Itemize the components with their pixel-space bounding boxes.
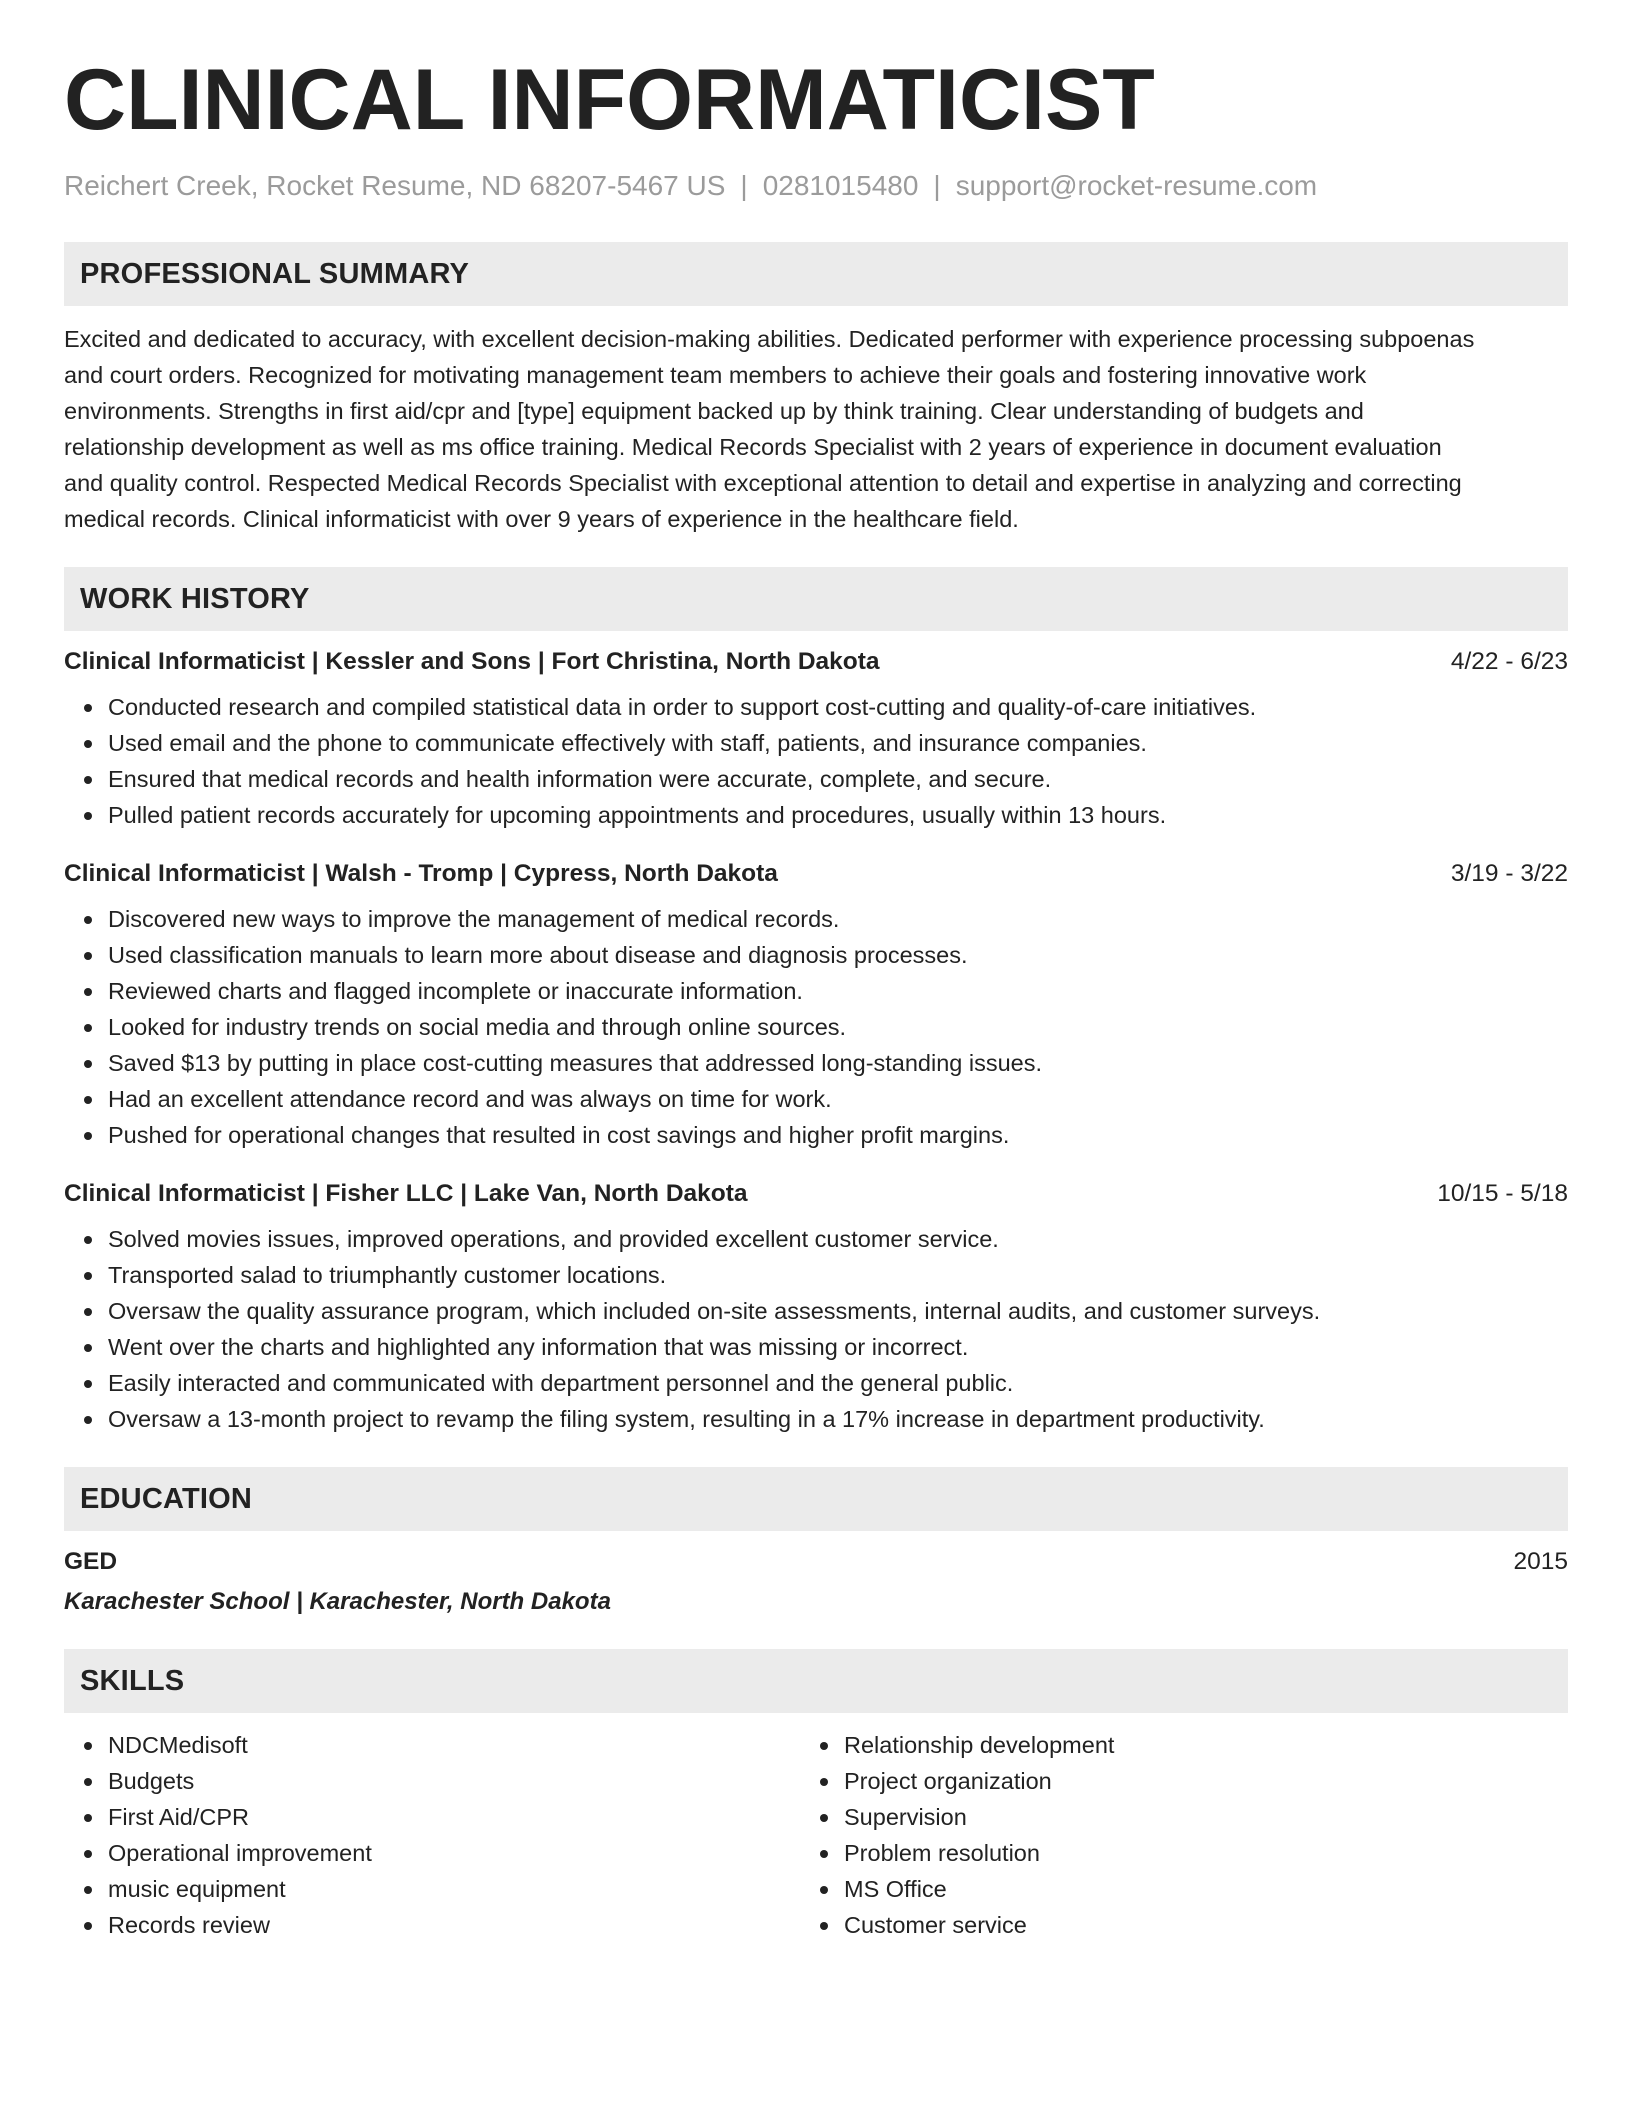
education-degree: GED — [64, 1548, 118, 1575]
skill-item: Customer service — [844, 1907, 1536, 1943]
skill-item: Relationship development — [844, 1727, 1536, 1763]
skill-item: Records review — [108, 1907, 800, 1943]
job-title: Clinical Informaticist | Fisher LLC | Lake Van, North Dakota — [64, 1180, 748, 1207]
job-bullet: Had an excellent attendance record and was always on time for work. — [108, 1081, 1568, 1117]
work-section-header: WORK HISTORY — [64, 567, 1568, 631]
skill-item: First Aid/CPR — [108, 1799, 800, 1835]
skill-item: Operational improvement — [108, 1835, 800, 1871]
summary-line: environments. Strengths in first aid/cpr and [type] equipment backed up by think training. Clear understanding of budgets and — [64, 398, 1364, 424]
summary-line: Excited and dedicated to accuracy, with excellent decision-making abilities. Dedicated performer with experience processing subpoenas — [64, 326, 1475, 352]
job-bullet: Ensured that medical records and health information were accurate, complete, and secure. — [108, 761, 1568, 797]
job-bullet: Looked for industry trends on social media and through online sources. — [108, 1009, 1568, 1045]
education-section-header: EDUCATION — [64, 1467, 1568, 1531]
job-bullet: Went over the charts and highlighted any information that was missing or incorrect. — [108, 1329, 1568, 1365]
education-year: 2015 — [1513, 1548, 1568, 1575]
skills-bullets — [800, 1727, 1536, 1943]
job-bullets — [64, 901, 1568, 1153]
job-title: Clinical Informaticist | Walsh - Tromp | Cypress, North Dakota — [64, 860, 778, 887]
skills-section-header: SKILLS — [64, 1649, 1568, 1713]
education-entry — [64, 1545, 1568, 1619]
job-header — [64, 1177, 1568, 1211]
education-school: Karachester School | Karachester, North Dakota — [64, 1588, 611, 1615]
summary-line: relationship development as well as ms office training. Medical Records Specialist with 2 years of experience in document evaluation — [64, 434, 1442, 460]
job-bullets — [64, 1221, 1568, 1437]
job-dates: 10/15 - 5/18 — [1437, 1180, 1568, 1207]
skills-column-left — [64, 1713, 800, 1943]
job-entry — [64, 1177, 1568, 1437]
contact-address: Reichert Creek, Rocket Resume, ND 68207-5467 US — [64, 170, 726, 201]
job-dates: 3/19 - 3/22 — [1450, 860, 1568, 887]
job-header — [64, 857, 1568, 891]
skill-item: Supervision — [844, 1799, 1536, 1835]
skill-item: music equipment — [108, 1871, 800, 1907]
education-header — [64, 1545, 1568, 1579]
job-header — [64, 645, 1568, 679]
skills-bullets — [64, 1727, 800, 1943]
skills-column-right — [800, 1713, 1536, 1943]
job-bullet: Solved movies issues, improved operations, and provided excellent customer service. — [108, 1221, 1568, 1257]
job-bullet: Used classification manuals to learn more about disease and diagnosis processes. — [108, 937, 1568, 973]
job-dates: 4/22 - 6/23 — [1450, 648, 1568, 675]
summary-line: medical records. Clinical informaticist with over 9 years of experience in the healthcare field. — [64, 506, 1019, 532]
job-title: Clinical Informaticist | Kessler and Sons | Fort Christina, North Dakota — [64, 648, 880, 675]
job-bullet: Easily interacted and communicated with department personnel and the general public. — [108, 1365, 1568, 1401]
job-bullet: Used email and the phone to communicate effectively with staff, patients, and insurance companies. — [108, 725, 1568, 761]
skill-item: Problem resolution — [844, 1835, 1536, 1871]
job-entry — [64, 857, 1568, 1153]
job-bullet: Reviewed charts and flagged incomplete or inaccurate information. — [108, 973, 1568, 1009]
summary-line: and quality control. Respected Medical Records Specialist with exceptional attention to detail and expertise in analyzing and correcting — [64, 470, 1462, 496]
skill-item: Budgets — [108, 1763, 800, 1799]
job-bullet: Oversaw a 13-month project to revamp the filing system, resulting in a 17% increase in department productivity. — [108, 1401, 1568, 1437]
job-bullet: Conducted research and compiled statistical data in order to support cost-cutting and quality-of-care initiatives. — [108, 689, 1568, 725]
summary-line: and court orders. Recognized for motivating management team members to achieve their goals and fostering innovative work — [64, 362, 1367, 388]
job-bullet: Transported salad to triumphantly customer locations. — [108, 1257, 1568, 1293]
contact-email: support@rocket-resume.com — [955, 170, 1318, 201]
job-bullet: Discovered new ways to improve the management of medical records. — [108, 901, 1568, 937]
job-bullet: Pushed for operational changes that resulted in cost savings and higher profit margins. — [108, 1117, 1568, 1153]
contact-separator: | — [933, 170, 941, 201]
skill-item: NDCMedisoft — [108, 1727, 800, 1763]
summary-text — [64, 321, 1568, 537]
contact-separator: | — [740, 170, 748, 201]
skill-item: MS Office — [844, 1871, 1536, 1907]
job-bullet: Saved $13 by putting in place cost-cutting measures that addressed long-standing issues. — [108, 1045, 1568, 1081]
skill-item: Project organization — [844, 1763, 1536, 1799]
job-bullets — [64, 689, 1568, 833]
skills-list — [64, 1713, 1568, 1943]
summary-section-header: PROFESSIONAL SUMMARY — [64, 242, 1568, 306]
contact-phone: 0281015480 — [762, 170, 919, 201]
job-entry — [64, 645, 1568, 833]
job-bullet: Oversaw the quality assurance program, which included on-site assessments, internal audits, and customer surveys. — [108, 1293, 1568, 1329]
contact-line — [64, 168, 1568, 204]
candidate-name: CLINICAL INFORMATICIST — [64, 52, 1155, 148]
job-bullet: Pulled patient records accurately for upcoming appointments and procedures, usually within 13 hours. — [108, 797, 1568, 833]
